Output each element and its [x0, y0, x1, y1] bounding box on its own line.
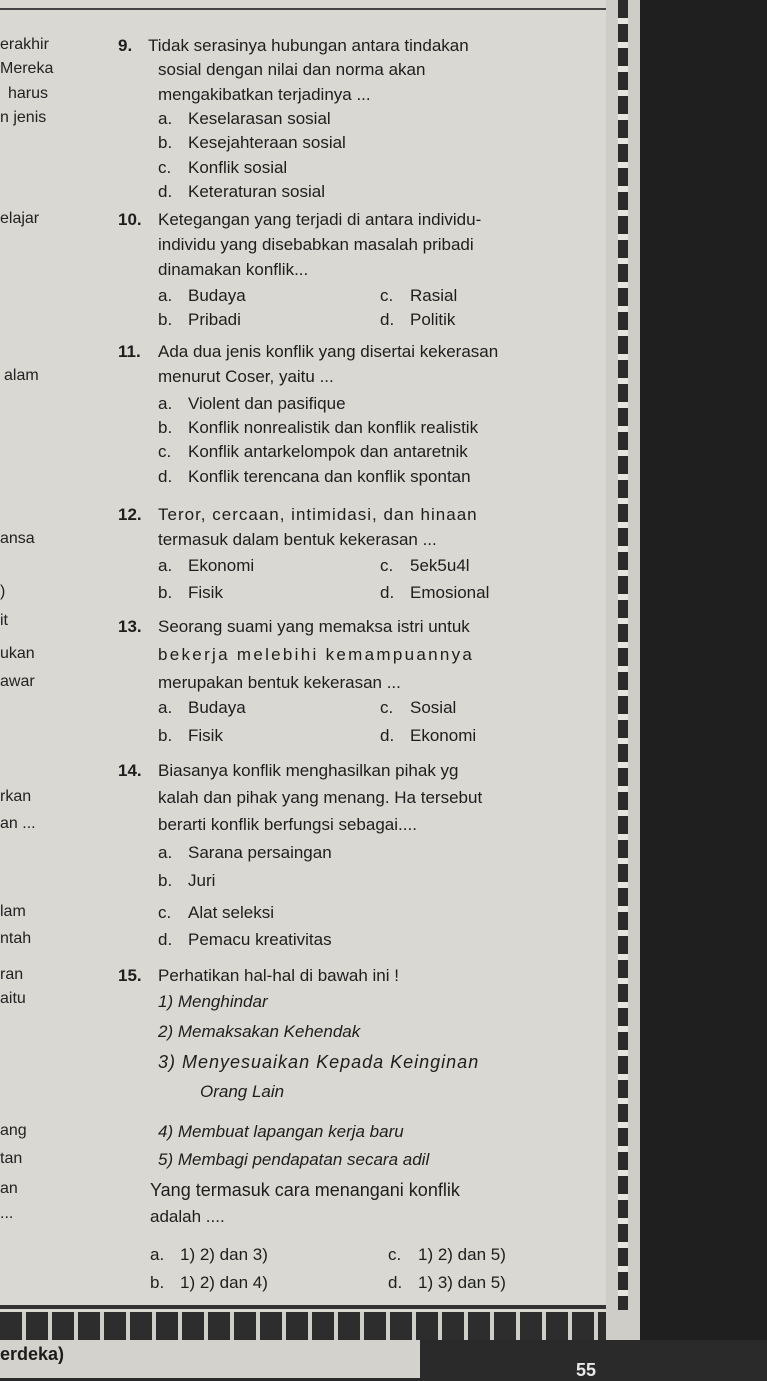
question-12-text: termasuk dalam bentuk kekerasan ...	[158, 530, 437, 549]
margin-fragment: ukan	[0, 645, 35, 662]
bottom-decor-band	[0, 1312, 640, 1340]
option-11c[interactable]: c. Konflik antarkelompok dan antaretnik	[158, 442, 468, 461]
option-12d[interactable]: d. Emosional	[380, 583, 490, 602]
question-13-text: Seorang suami yang memaksa istri untuk	[158, 617, 470, 636]
top-rule	[0, 8, 640, 10]
margin-fragment: Mereka	[0, 60, 54, 77]
question-11-number: 11.	[118, 342, 141, 361]
option-10a[interactable]: a. Budaya	[158, 286, 246, 305]
option-13c[interactable]: c. Sosial	[380, 698, 457, 717]
question-12-text: Teror, cercaan, intimidasi, dan hinaan	[158, 505, 478, 524]
option-9a[interactable]: a. Keselarasan sosial	[158, 109, 331, 128]
option-10b[interactable]: b. Pribadi	[158, 310, 241, 329]
option-12b[interactable]: b. Fisik	[158, 583, 223, 602]
option-15d[interactable]: d. 1) 3) dan 5)	[388, 1273, 506, 1292]
question-13-text: bekerja melebihi kemampuannya	[158, 645, 475, 664]
question-14-text: berarti konflik berfungsi sebagai....	[158, 815, 417, 834]
option-14d[interactable]: d. Pemacu kreativitas	[158, 930, 332, 949]
question-15-number: 15.	[118, 966, 142, 985]
margin-fragment: )	[0, 583, 6, 600]
option-9d[interactable]: d. Keteraturan sosial	[158, 182, 326, 201]
option-13d[interactable]: d. Ekonomi	[380, 726, 477, 745]
option-13a[interactable]: a. Budaya	[158, 698, 246, 717]
option-15b[interactable]: b. 1) 2) dan 4)	[150, 1273, 268, 1292]
right-decor-stripe	[618, 0, 628, 1310]
question-15-item: 2) Memaksakan Kehendak	[158, 1022, 361, 1041]
question-15-text: Perhatikan hal-hal di bawah ini !	[158, 966, 399, 985]
question-15-item: Orang Lain	[200, 1082, 285, 1101]
option-11d[interactable]: d. Konflik terencana dan konflik spontan	[158, 467, 471, 486]
question-15-text: Yang termasuk cara menangani konflik	[150, 1180, 460, 1200]
question-15-item: 3) Menyesuaikan Kepada Keinginan	[158, 1052, 480, 1072]
margin-fragment: an ...	[0, 815, 36, 832]
question-10-text: dinamakan konflik...	[158, 260, 309, 279]
question-13-text: merupakan bentuk kekerasan ...	[158, 673, 401, 692]
question-13-number: 13.	[118, 617, 142, 636]
margin-fragment: tan	[0, 1150, 23, 1167]
background-right	[640, 0, 767, 1378]
option-11a[interactable]: a. Violent dan pasifique	[158, 394, 346, 413]
question-10-number: 10.	[118, 210, 142, 229]
margin-fragment: n jenis	[0, 109, 47, 126]
margin-fragment: ...	[0, 1205, 14, 1222]
option-10c[interactable]: c. Rasial	[380, 286, 458, 305]
question-15-text: adalah ....	[150, 1207, 225, 1226]
option-14a[interactable]: a. Sarana persaingan	[158, 843, 332, 862]
margin-fragment: elajar	[0, 210, 40, 227]
margin-fragment: lam	[0, 903, 26, 920]
question-12-number: 12.	[118, 505, 142, 524]
question-9-text: mengakibatkan terjadinya ...	[158, 85, 371, 104]
margin-fragment: an	[0, 1180, 18, 1197]
margin-fragment: ansa	[0, 530, 35, 547]
question-14-text: Biasanya konflik menghasilkan pihak yg	[158, 761, 459, 780]
margin-fragment: aitu	[0, 990, 26, 1007]
margin-fragment: ran	[0, 966, 24, 983]
option-14b[interactable]: b. Juri	[158, 871, 216, 890]
question-9-number: 9.	[118, 36, 133, 55]
option-9c[interactable]: c. Konflik sosial	[158, 158, 288, 177]
question-10-text: Ketegangan yang terjadi di antara individu-	[158, 210, 482, 229]
option-12a[interactable]: a. Ekonomi	[158, 556, 255, 575]
option-9b[interactable]: b. Kesejahteraan sosial	[158, 133, 346, 152]
question-11-text: menurut Coser, yaitu ...	[158, 367, 334, 386]
footer-fragment: erdeka)	[0, 1344, 65, 1364]
margin-fragment: it	[0, 612, 8, 629]
question-9-text: Tidak serasinya hubungan antara tindakan	[148, 36, 469, 55]
question-14-text: kalah dan pihak yang menang. Ha tersebut	[158, 788, 483, 807]
margin-fragment: ang	[0, 1122, 27, 1139]
question-9-text: sosial dengan nilai dan norma akan	[158, 60, 426, 79]
option-13b[interactable]: b. Fisik	[158, 726, 223, 745]
margin-fragment: harus	[8, 85, 49, 102]
margin-fragment: rkan	[0, 788, 32, 805]
margin-fragment: awar	[0, 673, 35, 690]
question-11-text: Ada dua jenis konflik yang disertai kekerasan	[158, 342, 499, 361]
margin-fragment: alam	[4, 367, 39, 384]
option-15c[interactable]: c. 1) 2) dan 5)	[388, 1245, 506, 1264]
margin-fragment: erakhir	[0, 36, 49, 53]
question-15-item: 5) Membagi pendapatan secara adil	[158, 1150, 430, 1169]
question-14-number: 14.	[118, 761, 142, 780]
question-10-text: individu yang disebabkan masalah pribadi	[158, 235, 474, 254]
margin-fragment: ntah	[0, 930, 32, 947]
question-15-item: 4) Membuat lapangan kerja baru	[158, 1122, 404, 1141]
page-number: 55	[576, 1360, 597, 1380]
option-15a[interactable]: a. 1) 2) dan 3)	[150, 1245, 268, 1264]
question-15-item: 1) Menghindar	[158, 992, 268, 1011]
option-11b[interactable]: b. Konflik nonrealistik dan konflik realistik	[158, 418, 479, 437]
option-14c[interactable]: c. Alat seleksi	[158, 903, 274, 922]
bottom-rule	[0, 1305, 640, 1309]
option-12c[interactable]: c. 5ek5u4l	[380, 556, 470, 575]
option-10d[interactable]: d. Politik	[380, 310, 456, 329]
